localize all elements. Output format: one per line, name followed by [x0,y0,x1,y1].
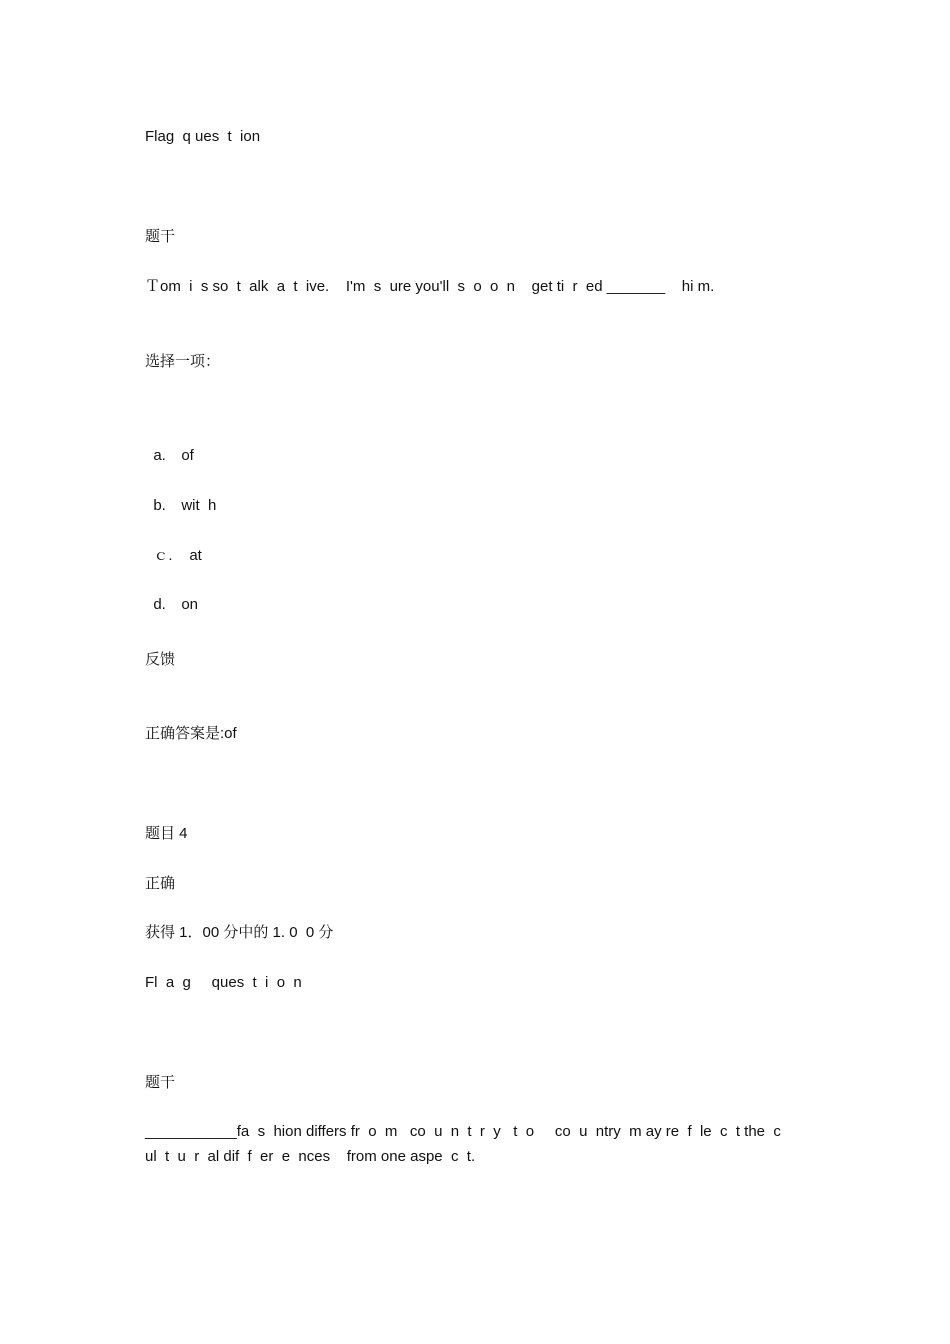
choose-one-prompt: 选择一项： [145,353,221,370]
flag-question-link[interactable]: Fl a g ques t i o n [145,974,302,991]
option-text: of [181,447,194,464]
question-text-line-1: ___________fa s hion differs fr o m co u n t r y t o co u ntry m ay re f le c t the c [145,1123,781,1140]
answer-option-d[interactable] [145,575,198,615]
question-score: 获得 1．00 分中的 1. 0 0 分 [145,924,334,941]
option-text: at [189,547,202,564]
question-text-line-2: ul t u r al dif f er e nces from one aspe c t. [145,1148,476,1165]
answer-option-a[interactable] [145,426,194,466]
flag-question-link[interactable]: Flag q ues t ion [145,128,261,145]
option-letter: b. [153,497,166,514]
question-status: 正确 [145,875,176,892]
question-title: 题目 4 [145,825,188,842]
option-text: on [181,596,199,613]
option-text: wit h [181,497,217,514]
question-text: Ｔom i s so t alk a t ive. I'm s ure you'll s o o n get ti r ed _______ hi m. [145,278,715,295]
answer-option-b[interactable] [145,476,216,516]
answer-option-c[interactable] [145,526,202,566]
question-stem-heading: 题干 [145,228,176,245]
question-stem-heading: 题干 [145,1074,176,1091]
feedback-heading: 反馈 [145,651,176,668]
option-letter: d. [153,596,166,613]
option-letter: a. [153,447,166,464]
correct-answer-text: 正确答案是:of [145,725,237,742]
option-letter: ｃ. [153,547,173,564]
